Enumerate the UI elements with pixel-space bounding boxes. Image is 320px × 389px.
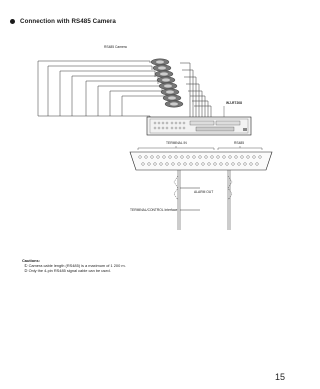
section-heading-text: Connection with RS485 Camera <box>20 18 116 25</box>
camera-icon <box>165 101 183 107</box>
camera-icon <box>161 89 179 95</box>
camera-stack <box>151 59 183 107</box>
page-number: 15 <box>274 372 285 382</box>
alarm-out-label: ALARM OUT <box>194 190 214 194</box>
camera-cables <box>38 61 211 118</box>
camera-icon <box>151 59 169 65</box>
camera-icon <box>157 77 175 83</box>
camera-label: RS485 Camera <box>104 45 127 49</box>
cautions-title: Cautions: <box>22 258 40 263</box>
camera-icon <box>159 83 177 89</box>
terminal-in-label: TERMINAL IN <box>166 141 187 145</box>
controller-unit <box>147 117 251 135</box>
terminal-connector <box>130 146 272 170</box>
rs485-label: RS485 <box>234 141 245 145</box>
camera-icon <box>155 71 173 77</box>
caution-item: ① Camera cable length (RS485) is a maximum of 1 200 m. <box>24 263 126 269</box>
interface-label: TERMINAL/CONTROL Interface <box>130 208 178 212</box>
cautions-block <box>22 258 252 274</box>
caution-item: ② Only the 4-pin RS485 signal cable can be used. <box>24 268 111 274</box>
interface-cables <box>174 170 232 230</box>
camera-icon <box>153 65 171 71</box>
camera-icon <box>163 95 181 101</box>
controller-label: WJ-RT208 <box>226 101 242 105</box>
